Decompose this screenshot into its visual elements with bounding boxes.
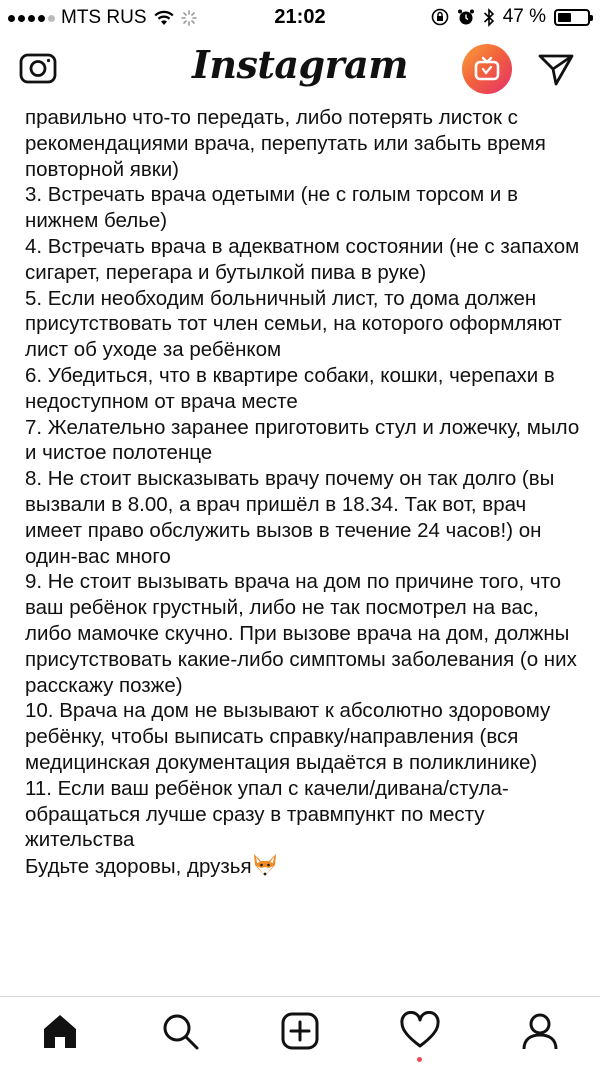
new-post-icon[interactable] xyxy=(280,1011,320,1051)
status-bar xyxy=(0,0,600,36)
bluetooth-icon xyxy=(483,8,495,27)
instagram-logo: Instagram xyxy=(192,42,408,87)
caption-line-5: 5. Если необходим больничный лист, то дома должен присутствовать тот член семьи, на которого оформляют лист об уходе за ребёнком xyxy=(25,286,562,362)
caption-line-9: 9. Не стоит вызывать врача на дом по причине того, что ваш ребёнок грустный, либо не так посмотрел на вас, либо мамочке скучно. При вызове врача на дом, должны присутствовать какие-либо симптомы заболевания (о них расскажу позже) xyxy=(25,570,577,697)
caption-line-6: 6. Убедиться, что в квартире собаки, кошки, черепахи в недоступном от врача месте xyxy=(25,363,555,413)
direct-message-icon[interactable] xyxy=(536,51,576,87)
caption-text xyxy=(25,90,585,880)
profile-icon[interactable] xyxy=(520,1011,560,1051)
alarm-icon xyxy=(457,8,475,26)
tab-bar xyxy=(0,996,600,1066)
caption-line-0: правильно что-то передать, либо потерять листок с рекомендациями врача, перепутать или забыть время повторной явки) xyxy=(25,106,546,181)
carrier-name: MTS RUS xyxy=(61,7,147,28)
igtv-icon[interactable] xyxy=(462,44,512,94)
home-icon[interactable] xyxy=(40,1011,80,1051)
caption-line-8: 8. Не стоит высказывать врачу почему он так долго (вы вызвали в 8.00, а врач пришёл в 18.34. Так вот, врач имеет право обслужить вызов в течение 24 часов!) он один-вас много xyxy=(25,467,555,568)
caption-line-7: 7. Желательно заранее приготовить стул и ложечку, мыло и чистое полотенце xyxy=(25,415,580,465)
battery-percent: 47 % xyxy=(502,6,546,27)
post-caption xyxy=(0,90,600,996)
caption-line-3: 3. Встречать врача одетыми (не с голым торсом и в нижнем белье) xyxy=(25,183,518,233)
battery-level xyxy=(558,13,571,22)
status-right xyxy=(431,6,590,28)
notification-dot xyxy=(417,1057,422,1062)
caption-closing xyxy=(25,853,585,880)
battery-icon xyxy=(554,9,590,26)
activity-heart-icon[interactable] xyxy=(400,1011,440,1051)
closing-text: Будьте здоровы, друзья xyxy=(25,855,252,879)
caption-line-11: 11. Если ваш ребёнок упал с качели/дивана/стула-обращаться лучше сразу в травмпункт по месту жительства xyxy=(25,776,509,852)
fox-emoji-icon xyxy=(252,853,278,877)
search-icon[interactable] xyxy=(160,1011,200,1051)
caption-line-10: 10. Врача на дом не вызывают к абсолютно здоровому ребёнку, чтобы выписать справку/направления (вся медицинская документация выдаётся в поликлинике) xyxy=(25,699,551,774)
caption-line-4: 4. Встречать врача в адекватном состоянии (не с запахом сигарет, перегара и бутылкой пива в руке) xyxy=(25,234,580,284)
clock: 21:02 xyxy=(274,6,326,28)
rotation-lock-icon xyxy=(431,8,449,26)
